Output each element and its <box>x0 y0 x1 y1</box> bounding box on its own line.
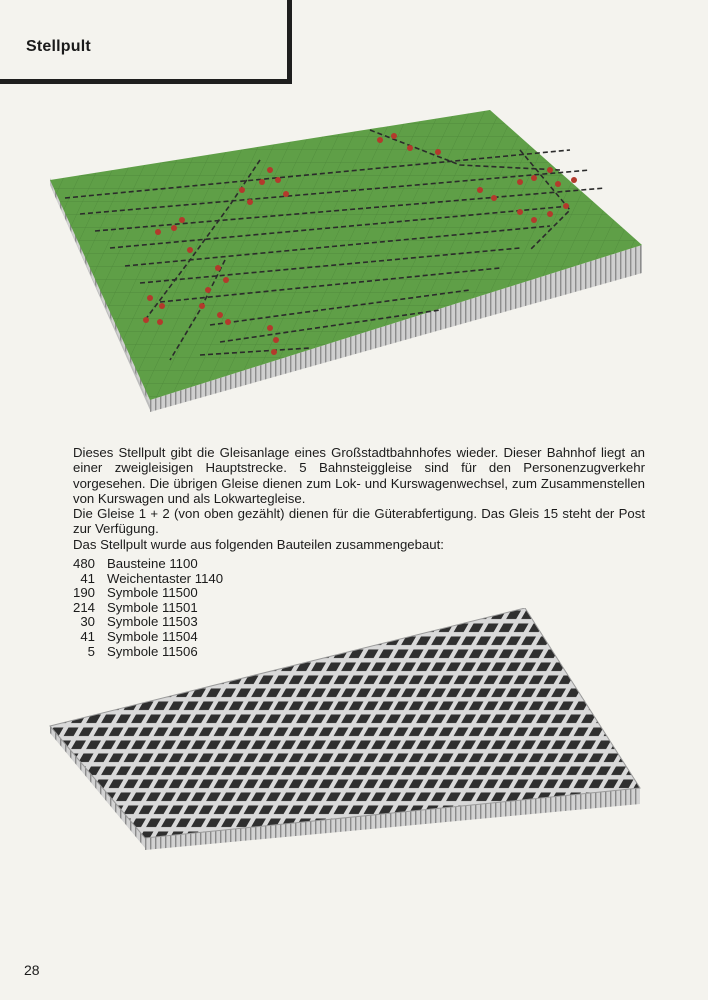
parts-list-item <box>73 586 223 601</box>
description-text <box>73 445 645 552</box>
part-quantity: 41 <box>80 628 95 644</box>
description-paragraph-3: Das Stellpult wurde aus folgenden Bauteilen zusammengebaut: <box>73 536 444 552</box>
photo-grid-panel <box>45 608 645 853</box>
part-name: Bausteine 1100 <box>107 556 198 571</box>
part-quantity: 480 <box>73 556 96 571</box>
page-number: 28 <box>24 962 40 978</box>
part-quantity: 190 <box>73 585 96 601</box>
part-name: Symbole 11504 <box>107 628 198 644</box>
part-quantity: 30 <box>80 614 95 630</box>
description-paragraph-2: Die Gleise 1 + 2 (von oben gezählt) dienen für die Güterabfertigung. Das Gleis 15 steht der Post zur Verfügung. <box>73 506 645 537</box>
part-quantity: 214 <box>73 599 96 615</box>
part-name: Symbole 11500 <box>107 585 198 601</box>
parts-list-item <box>73 572 223 587</box>
page-title: Stellpult <box>26 38 91 55</box>
part-name: Symbole 11501 <box>107 599 198 615</box>
part-name: Symbole 11506 <box>107 643 198 659</box>
part-name: Symbole 11503 <box>107 614 198 630</box>
part-quantity: 5 <box>87 643 95 659</box>
parts-list-item <box>73 557 223 572</box>
photo-green-panel <box>50 110 650 420</box>
part-quantity: 41 <box>80 570 95 586</box>
description-paragraph-1: Dieses Stellpult gibt die Gleisanlage eines Großstadtbahnhofes wieder. Dieser Bahnhof liegt an einer zweigleisigen Hauptstrecke. 5 Bahnsteiggleise sind für den Personenzugverkehr vorgesehen. Die übrigen Gleise dienen zum Lok- und Kurswagenwechsel, zum Zusammenstellen von Kurswagen und als Lokwartegleise. <box>73 445 645 506</box>
part-name: Weichentaster 1140 <box>107 570 224 586</box>
